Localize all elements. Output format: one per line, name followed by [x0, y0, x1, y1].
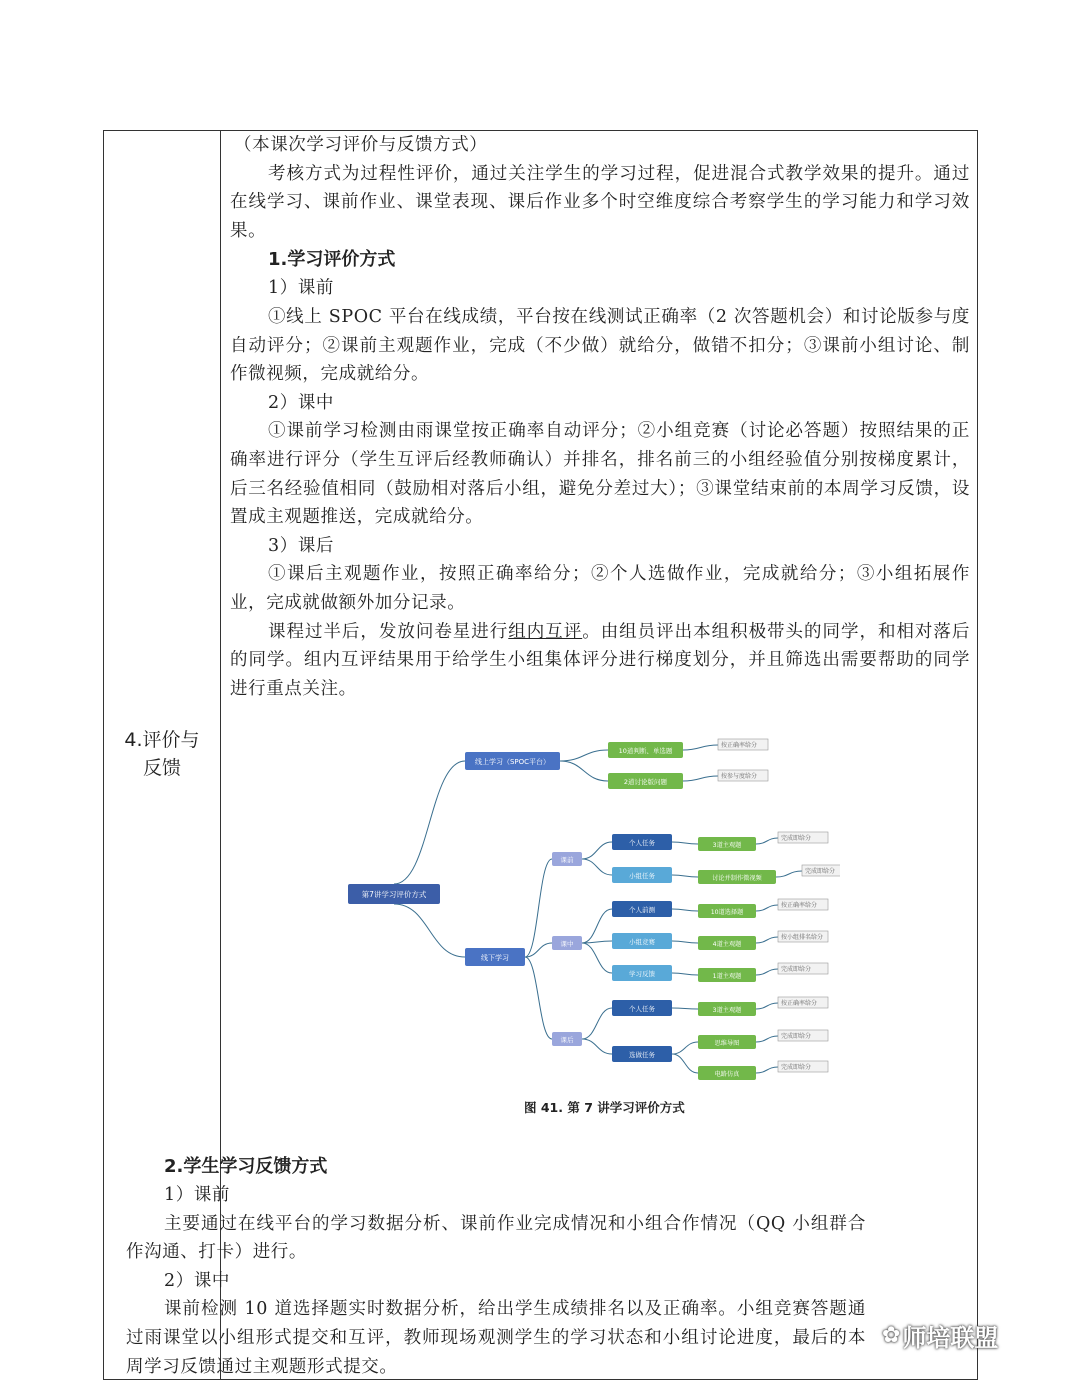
figure-caption: 图 41. 第 7 讲学习评价方式 [524, 1100, 685, 1115]
connector-note-3 [756, 905, 778, 911]
note-5-label: 完成即给分 [781, 966, 812, 973]
connector-note-1 [756, 838, 778, 844]
note-6 [778, 997, 828, 1008]
note-8 [778, 1061, 828, 1072]
in-class-text: ①课前学习检测由雨课堂按正确率自动评分；②小组竞赛（讨论必答题）按照结果的正确率进行评分（学生互评后经教师确认）并排名，排名前三的小组经验值分别按梯度累计，后三名经验值相同（鼓励相对落后小组，避免分差过大）；③课堂结束前的本周学习反馈，设置成主观题推送，完成就给分。 [230, 421, 970, 528]
connector-item-6 [672, 1008, 698, 1009]
task-3-label: 个人前测 [629, 906, 655, 914]
connector-item-5 [672, 973, 698, 975]
note-3-label: 按正确率给分 [781, 902, 818, 909]
peer-review-post: 。由组员评出本组积极带头的同学，和相对落后的同学。组内互评结果用于给学生小组集体评分进行梯度划分，并且筛选出需要帮助的同学进行重点关注。 [230, 621, 970, 699]
section2 [126, 1152, 866, 1381]
connector-stage-2 [525, 943, 552, 957]
note-7 [778, 1030, 828, 1041]
connector-task-5 [582, 943, 612, 973]
connector-item-2 [672, 875, 698, 877]
item-7-label: 思维导图 [714, 1040, 740, 1047]
item-2-label: 讨论并制作微视频 [712, 875, 762, 882]
online-note-1 [718, 739, 768, 750]
post-class-label: 3）课后 [268, 535, 335, 556]
item-4-label: 4道主观题 [712, 941, 742, 948]
item-4 [698, 936, 756, 950]
item-5 [698, 968, 756, 982]
item-2 [698, 870, 776, 884]
item-5-label: 1道主观题 [712, 973, 742, 980]
task-4-label: 小组竞赛 [629, 938, 655, 946]
peer-review-pre: 课程过半后，发放问卷星进行 [268, 621, 509, 642]
task-5-label: 学习反馈 [629, 970, 655, 978]
note-1 [778, 832, 828, 843]
pre-class-text: ①线上 SPOC 平台在线成绩，平台按在线测试正确率（2 次答题机会）和讨论版参与度自动评分；②课前主观题作业，完成（不少做）就给分，做错不扣分；③课前小组讨论、制作微视频，完成就给分。 [230, 306, 970, 385]
in-class-label: 2）课中 [268, 392, 335, 413]
connector-note-6 [756, 1003, 778, 1009]
connector-item-4 [672, 941, 698, 943]
item-6-label: 3道主观题 [712, 1007, 742, 1014]
note-6-label: 按正确率给分 [781, 1000, 818, 1007]
feedback-pre-text: 主要通过在线平台的学习数据分析、课前作业完成情况和小组合作情况（QQ 小组群合作沟通、打卡）进行。 [126, 1213, 866, 1263]
online-note-2 [718, 770, 768, 781]
task-6 [612, 1000, 672, 1016]
wechat-icon: ✿ [882, 1323, 901, 1348]
mindmap-online-branch-label: 线上学习（SPOC平台） [474, 758, 551, 766]
stage-3 [552, 1032, 582, 1046]
stage-2 [552, 936, 582, 950]
feedback-mid-text: 课前检测 10 道选择题实时数据分析，给出学生成绩排名以及正确率。小组竞赛答题通过雨课堂以小组形式提交和互评，教师现场观测学生的学习状态和小组讨论进度，最后的本周学习反馈通过主观题形式提交。 [126, 1299, 866, 1377]
stage-2-label: 课中 [560, 940, 574, 948]
connector-online-item-1 [560, 750, 608, 761]
mindmap-online-branch [465, 752, 560, 770]
connector-item-1 [672, 842, 698, 844]
connector-item-3 [672, 909, 698, 911]
task-2-label: 小组任务 [629, 872, 655, 880]
connector-online-note-2 [683, 776, 718, 781]
online-item-2-label: 2道讨论版问题 [623, 778, 668, 786]
row-label-line1: 4.评价与 [124, 729, 200, 751]
section2-heading: 2.学生学习反馈方式 [164, 1156, 328, 1177]
online-item-1 [608, 742, 683, 758]
task-2 [612, 867, 672, 883]
online-note-2-label: 按参与度给分 [721, 773, 758, 780]
connector-task-3 [582, 909, 612, 943]
task-3 [612, 901, 672, 917]
task-7-label: 选做任务 [629, 1051, 655, 1059]
connector-item-7 [672, 1042, 698, 1054]
stage-3-label: 课后 [560, 1036, 574, 1044]
mindmap-figure [340, 718, 840, 1088]
connector-online-note-1 [683, 745, 718, 750]
section1-heading: 1.学习评价方式 [268, 249, 396, 271]
connector-task-2 [582, 859, 612, 875]
mindmap-offline-branch-label: 线下学习 [481, 954, 509, 962]
watermark-text: 师培联盟 [902, 1324, 999, 1352]
connector-root-offline [394, 904, 465, 957]
peer-review-paragraph [230, 618, 970, 704]
item-1 [698, 837, 756, 851]
feedback-pre-label: 1）课前 [164, 1185, 231, 1205]
note-4 [778, 931, 828, 942]
post-class-text: ①课后主观题作业，按照正确率给分；②个人选做作业，完成就给分；③小组拓展作业，完成就做额外加分记录。 [230, 564, 970, 613]
connector-task-7 [582, 1039, 612, 1054]
intro-paragraph: 考核方式为过程性评价，通过关注学生的学习过程，促进混合式教学效果的提升。通过在线学习、课前作业、课堂表现、课后作业多个时空维度综合考察学生的学习能力和学习效果。 [230, 163, 970, 241]
connector-note-5 [756, 969, 778, 975]
mindmap-root-label: 第7讲学习评价方式 [361, 890, 427, 899]
row-label [104, 726, 220, 782]
note-8-label: 完成即给分 [781, 1064, 812, 1071]
note-5 [778, 963, 828, 974]
item-1-label: 3道主观题 [712, 842, 742, 849]
pre-class-label: 1）课前 [268, 278, 335, 299]
note-3 [778, 899, 828, 910]
row-label-line2: 反馈 [142, 757, 181, 779]
intro-title: （本课次学习评价与反馈方式） [234, 135, 488, 155]
item-6 [698, 1002, 756, 1016]
item-8 [698, 1066, 756, 1080]
task-5 [612, 965, 672, 981]
note-7-label: 完成即给分 [781, 1033, 812, 1040]
online-note-1-label: 按正确率给分 [721, 742, 758, 749]
connector-note-7 [756, 1036, 778, 1042]
stage-1-label: 课前 [560, 856, 574, 864]
item-7 [698, 1035, 756, 1049]
note-1-label: 完成即给分 [781, 835, 812, 842]
mindmap-root [348, 884, 440, 904]
connector-item-8 [672, 1054, 698, 1073]
connector-stage-1 [525, 859, 552, 957]
task-7 [612, 1046, 672, 1062]
connector-stage-3 [525, 957, 552, 1039]
watermark [882, 1318, 998, 1353]
online-item-1-label: 10道判断、单选题 [618, 747, 673, 755]
connector-task-6 [582, 1008, 612, 1039]
connector-note-8 [756, 1067, 778, 1073]
peer-review-underlined: 组内互评 [508, 621, 583, 642]
task-4 [612, 933, 672, 949]
item-3-label: 10道选择题 [710, 909, 744, 916]
connector-root-online [394, 761, 465, 884]
content-cell [230, 131, 970, 703]
note-2-label: 完成即给分 [805, 868, 836, 875]
connector-online-item-2 [560, 761, 608, 781]
task-1 [612, 834, 672, 850]
note-2 [802, 865, 840, 876]
mindmap-offline-branch [465, 948, 525, 966]
task-1-label: 个人任务 [629, 839, 655, 847]
task-6-label: 个人任务 [629, 1005, 655, 1013]
stage-1 [552, 852, 582, 866]
connector-note-2 [776, 871, 802, 877]
feedback-mid-label: 2）课中 [164, 1270, 231, 1291]
note-4-label: 按小组排名给分 [781, 934, 824, 941]
online-item-2 [608, 773, 683, 789]
connector-note-4 [756, 937, 778, 943]
item-8-label: 电路仿真 [714, 1071, 740, 1078]
item-3 [698, 904, 756, 918]
connector-task-1 [582, 842, 612, 859]
